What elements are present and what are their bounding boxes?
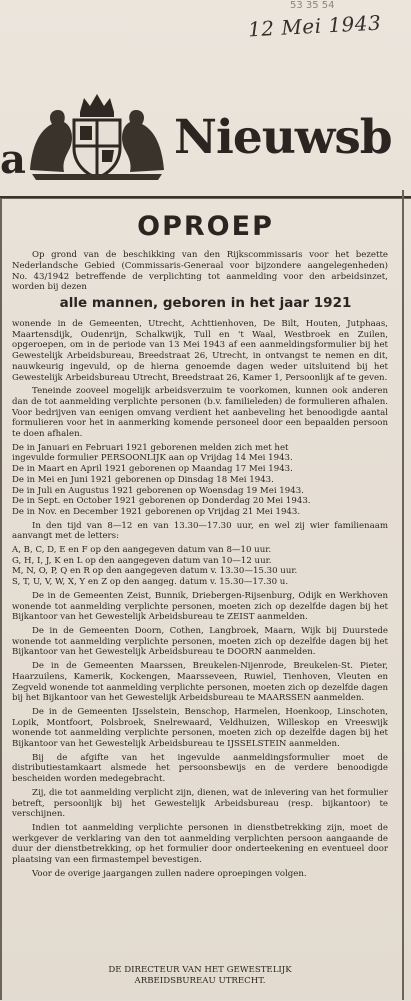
- letters-line: S, T, U, V, W, X, Y en Z op den aangeg. datum v. 15.30—17.30 u.: [12, 577, 289, 588]
- masthead-cut-letter: a: [0, 136, 26, 183]
- schedule-line: De in Juli en Augustus 1921 geborenen op Woensdag 19 Mei 1943.: [12, 485, 304, 496]
- schedule-line: ingevulde formulier PERSOONLIJK aan op Vrijdag 14 Mei 1943.: [12, 453, 293, 464]
- signature-line: DE DIRECTEUR VAN HET GEWESTELIJK: [108, 965, 292, 975]
- paragraph-doorn: De in de Gemeenten Doorn, Cothen, Langbroek, Maarn, Wijk bij Duurstede wonende tot aanmelding verplichte personen, moeten zich op dezelfde dagen bij het Bijkantoor van het Gewestelijk Arbeidsbureau te DOORN aanmelden.: [12, 625, 388, 658]
- letters-line: A, B, C, D, E en F op den aangegeven datum van 8—10 uur.: [12, 545, 272, 556]
- schedule-line: De in Sept. en October 1921 geborenen op Donderdag 20 Mei 1943.: [12, 496, 311, 507]
- announcement-subheading: alle mannen, geboren in het jaar 1921: [59, 295, 352, 311]
- letters-list: [12, 545, 388, 588]
- paragraph-ijsselstein: De in de Gemeenten IJsselstein, Benschop, Harmelen, Hoenkoop, Linschoten, Lopik, Montfoort, Polsbroek, Snelrewaard, Veldhuizen, Willeskop en Vreeswijk wonende tot aanmelding verplichte personen, moeten zich op dezelfde dagen bij het Bijkantoor van het Gewestelijk Arbeidsbureau te IJSSELSTEIN aanmelden.: [12, 706, 388, 750]
- paragraph-documents: Bij de afgifte van het ingevulde aanmeldingsformulier moet de distributiestamkaart alsmede het persoonsbewijs en de verdere benoodigde bescheiden worden medegebracht.: [12, 752, 388, 785]
- announcement-body: [12, 319, 388, 882]
- intro-paragraph: Op grond van de beschikking van den Rijkscommissaris voor het bezette Nederlandsche Gebied (Commissaris-Generaal voor bijzondere aangelegenheden) No. 43/1942 betreffende de verplichting tot aanmelding voor den arbeidsinzet, worden bij dezen: [12, 250, 388, 293]
- paragraph-in-person: Zij, die tot aanmelding verplicht zijn, dienen, wat de inlevering van het formulier betreft, persoonlijk bij het Gewestelijk Arbeidsbureau (resp. bijkantoor) te verschijnen.: [12, 787, 388, 820]
- paragraph-maarssen: De in de Gemeenten Maarssen, Breukelen-Nijenrode, Breukelen-St. Pieter, Haarzuilens, Kamerik, Kockengen, Maarsseveen, Ruwiel, Tienhoven, Vleuten en Zegveld wonende tot aanmelding verplichte personen, moeten zich op dezelfde dagen bij het Bijkantoor van het Gewestelijk Arbeidsbureau te MAARSSEN aanmelden.: [12, 661, 388, 704]
- letters-line: G, H, I, J, K en L op den aangegeven datum van 10—12 uur.: [12, 555, 272, 566]
- archive-mark: 53 35 54: [290, 0, 335, 11]
- coat-of-arms-icon: [22, 90, 172, 180]
- announcement: [0, 198, 411, 1001]
- paragraph-municipalities: wonende in de Gemeenten, Utrecht, Achttienhoven, De Bilt, Houten, Jutphaas, Maartensdijk, Oudenrijn, Schalkwijk, Tull en 't Waal, Westbroek en Zuilen, opgeroepen, om in de periode van 13 Mei 1943 af een aanmeldingsformulier bij het Gewestelijk Arbeidsbureau, Breedstraat 26, Utrecht, in ontvangst te nemen en dit, nauwkeurig ingevuld, op de hierna genoemde dagen weder uitsluitend bij het Gewestelijk Arbeidsbureau Utrecht, Breedstraat 26, Kamer 1, Persoonlijk af te geven.: [12, 319, 388, 383]
- schedule-line: De in Maart en April 1921 geborenen op Maandag 17 Mei 1943.: [12, 464, 293, 475]
- signature-line: ARBEIDSBUREAU UTRECHT.: [134, 975, 266, 986]
- paragraph-hours: In den tijd van 8—12 en van 13.30—17.30 uur, en wel zij wier familienaam aanvangt met de letters:: [12, 520, 388, 542]
- masthead: [0, 84, 411, 198]
- newspaper-title: Nieuwsb: [174, 110, 392, 165]
- signature-block: [0, 965, 400, 986]
- schedule-list: [12, 443, 388, 518]
- schedule-line: De in Nov. en December 1921 geborenen op Vrijdag 21 Mei 1943.: [12, 506, 301, 517]
- schedule-line: De in Mei en Juni 1921 geborenen op Dinsdag 18 Mei 1943.: [12, 474, 274, 485]
- paragraph-collection: Teneinde zooveel mogelijk arbeidsverzuim te voorkomen, kunnen ook anderen dan de tot aanmelding verplichte personen (b.v. familieleden) de formulieren afhalen. Voor bedrijven van eenigen omvang verdient het aanbeveling het benoodigde aantal formulieren voor het in aanmerking komende personeel door een bepaalden persoon te doen afhalen.: [12, 386, 388, 440]
- schedule-line: De in Januari en Februari 1921 geborenen melden zich met het: [12, 442, 289, 453]
- paragraph-employer: Indien tot aanmelding verplichte personen in dienstbetrekking zijn, moet de werkgever de verklaring van den tot aanmelding verplichten persoon aangaande de duur der dienstbetrekking, op het formulier door onderteekening en eventueel door plaatsing van een firmastempel bevestigen.: [12, 822, 388, 866]
- paragraph-zeist: De in de Gemeenten Zeist, Bunnik, Driebergen-Rijsenburg, Odijk en Werkhoven wonende tot aanmelding verplichte personen, moeten zich op dezelfde dagen bij het Bijkantoor van het Gewestelijk Arbeidsbureau te ZEIST aanmelden.: [12, 590, 388, 623]
- paragraph-other-years: Voor de overige jaargangen zullen nadere oproepingen volgen.: [32, 868, 307, 879]
- letters-line: M, N, O, P, Q en R op den aangegeven datum v. 13.30—15.30 uur.: [12, 566, 298, 577]
- announcement-heading: OPROEP: [137, 211, 274, 242]
- handwritten-date: 12 Mei 1943: [247, 10, 382, 42]
